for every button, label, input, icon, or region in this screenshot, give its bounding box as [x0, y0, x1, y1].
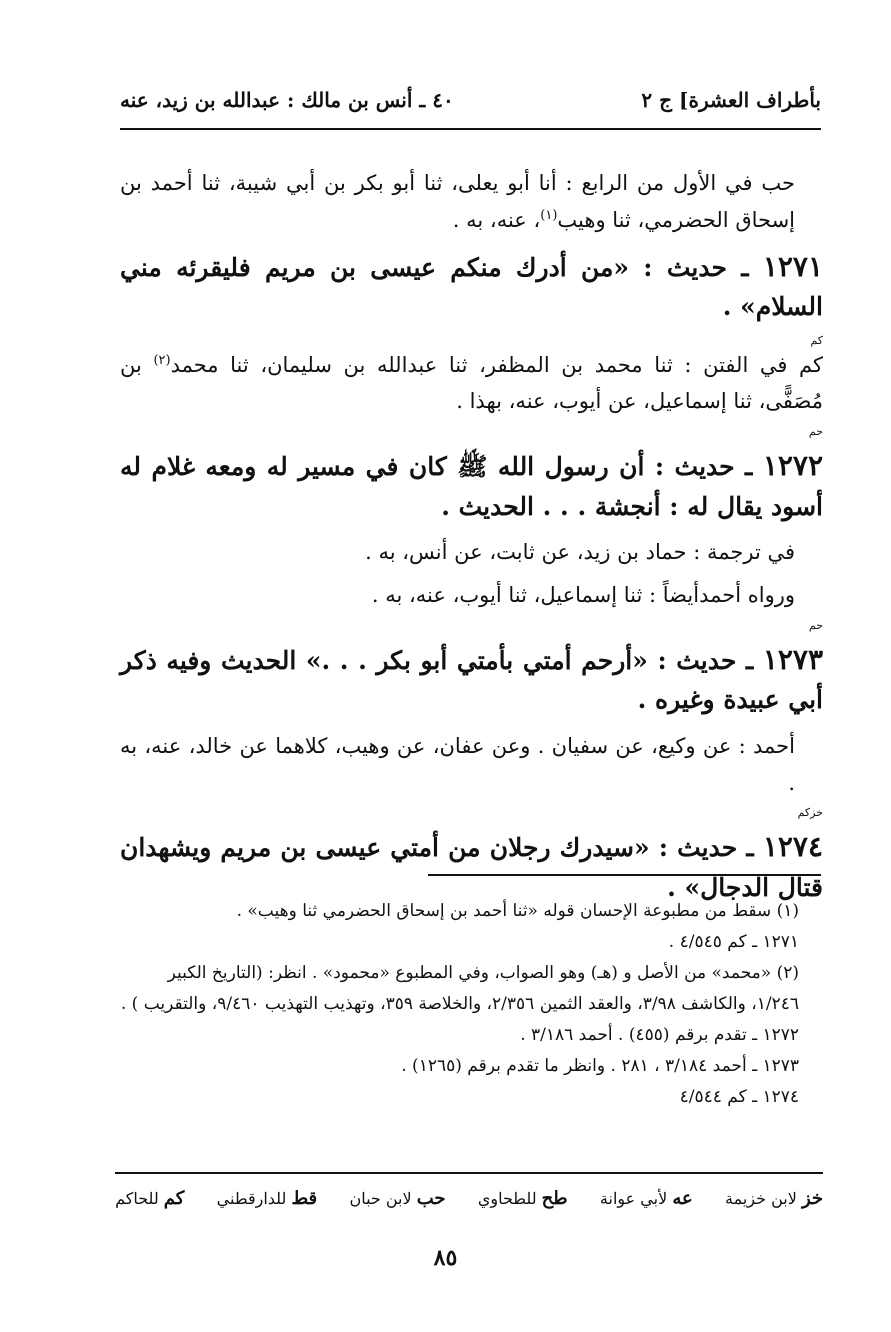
source-siglum: كم: [810, 333, 823, 347]
section-title: ٤٠ ـ أنس بن مالك : عبدالله بن زيد، عنه: [120, 88, 454, 112]
hadith-number: ١٢٧١: [762, 249, 823, 283]
hadith-number: ١٢٧٤: [762, 830, 823, 864]
footnote-2: (٢) «محمد» من الأصل و (هـ) وهو الصواب، وفي المطبوع «محمود» . انظر: (التاريخ الكبير ١/٢٤٦، والكاشف ٣/٩٨، والعقد الثمين ٢/٣٥٦، والخلاصة ٣٥٩، وتهذيب التهذيب ٩/٤٦٠، والتقريب ) .: [120, 962, 799, 1014]
footnote-ref-1273: ١٢٧٣ ـ أحمد ٣/١٨٤ ، ٢٨١ . وانظر ما تقدم برقم (١٢٦٥) .: [401, 1055, 799, 1076]
footnote-divider: [428, 874, 821, 876]
footnote-ref-1274: ١٢٧٤ ـ كم ٤/٥٤٤: [679, 1086, 799, 1107]
footnotes: [120, 896, 823, 1113]
abbreviations-divider: [115, 1172, 823, 1174]
hadith-text: ـ حديث : «سيدرك رجلان من أمتي عيسى بن مريم ويشهدان قتال الدجال» .: [120, 833, 823, 902]
header-divider: [120, 128, 821, 130]
abbr-ah: عه لأبي عوانة: [599, 1188, 693, 1209]
hadith-text: ـ حديث : «أرحم أمتي بأمتي أبو بكر . . .» الحديث وفيه ذكر أبي عبيدة وغيره .: [120, 645, 823, 715]
paragraph-5: أحمد : عن وكيع، عن سفيان . وعن عفان، عن وهيب، كلاهما عن خالد، عنه، به .: [120, 733, 795, 795]
running-header: [120, 80, 821, 120]
hadith-1273: [120, 638, 823, 720]
abbr-km: كم للحاكم: [115, 1188, 185, 1209]
abbr-qt: قط للدارقطني: [216, 1188, 318, 1209]
hadith-text: ـ حديث : أن رسول الله ﷺ كان في مسير له ومعه غلام له أسود يقال له : أنجشة . . . الحديث .: [120, 452, 823, 521]
footnote-ref-1: (١): [540, 207, 558, 223]
page-number: ٨٥: [433, 1245, 458, 1271]
hadith-number: ١٢٧٣: [762, 642, 823, 676]
book-title: بأطراف العشرة] ج ٢: [641, 88, 821, 112]
abbr-hb: حب لابن حبان: [349, 1188, 446, 1209]
footnote-1: (١) سقط من مطبوعة الإحسان قوله «ثنا أحمد بن إسحاق الحضرمي ثنا وهيب» .: [236, 901, 799, 921]
main-text: [120, 165, 823, 916]
abbr-khz: خز لابن خزيمة: [725, 1188, 823, 1209]
hadith-number: ١٢٧٢: [762, 449, 823, 483]
hadith-text: ـ حديث : «من أدرك منكم عيسى بن مريم فليقرئه مني السلام» .: [120, 252, 823, 321]
source-siglum: خزكم: [797, 806, 823, 820]
paragraph-2: كم في الفتن : ثنا محمد بن المظفر، ثنا عبدالله بن سليمان، ثنا محمد$^{(٢)}$ بن مُصَفًّى، ثنا إسماعيل، عن أيوب، عنه، بهذا .: [120, 352, 823, 414]
source-siglum: حم: [808, 618, 823, 632]
paragraph-3: في ترجمة : حماد بن زيد، عن ثابت، عن أنس، به .: [365, 540, 795, 565]
paragraph-4: ورواه أحمدأيضاً : ثنا إسماعيل، ثنا أيوب، عنه، به .: [371, 583, 795, 608]
footnote-ref-2: (٢): [153, 352, 171, 368]
paragraph-1: حب في الأول من الرابع : أنا أبو يعلى، ثنا أبو بكر بن أبي شيبة، ثنا أحمد بن إسحاق الحضرمي، ثنا وهيب$^{(١)}$، عنه، به .: [120, 171, 795, 232]
source-siglum: حم: [808, 425, 823, 439]
footnote-ref-1271: ١٢٧١ ـ كم ٤/٥٤٥ .: [668, 931, 799, 952]
hadith-1271: [120, 245, 823, 327]
abbr-th: طح للطحاوي: [477, 1188, 568, 1209]
footnote-ref-1272: ١٢٧٢ ـ تقدم برقم (٤٥٥) . أحمد ٣/١٨٦ .: [520, 1024, 799, 1045]
abbreviations-legend: [115, 1188, 823, 1209]
hadith-1272: [120, 444, 823, 526]
